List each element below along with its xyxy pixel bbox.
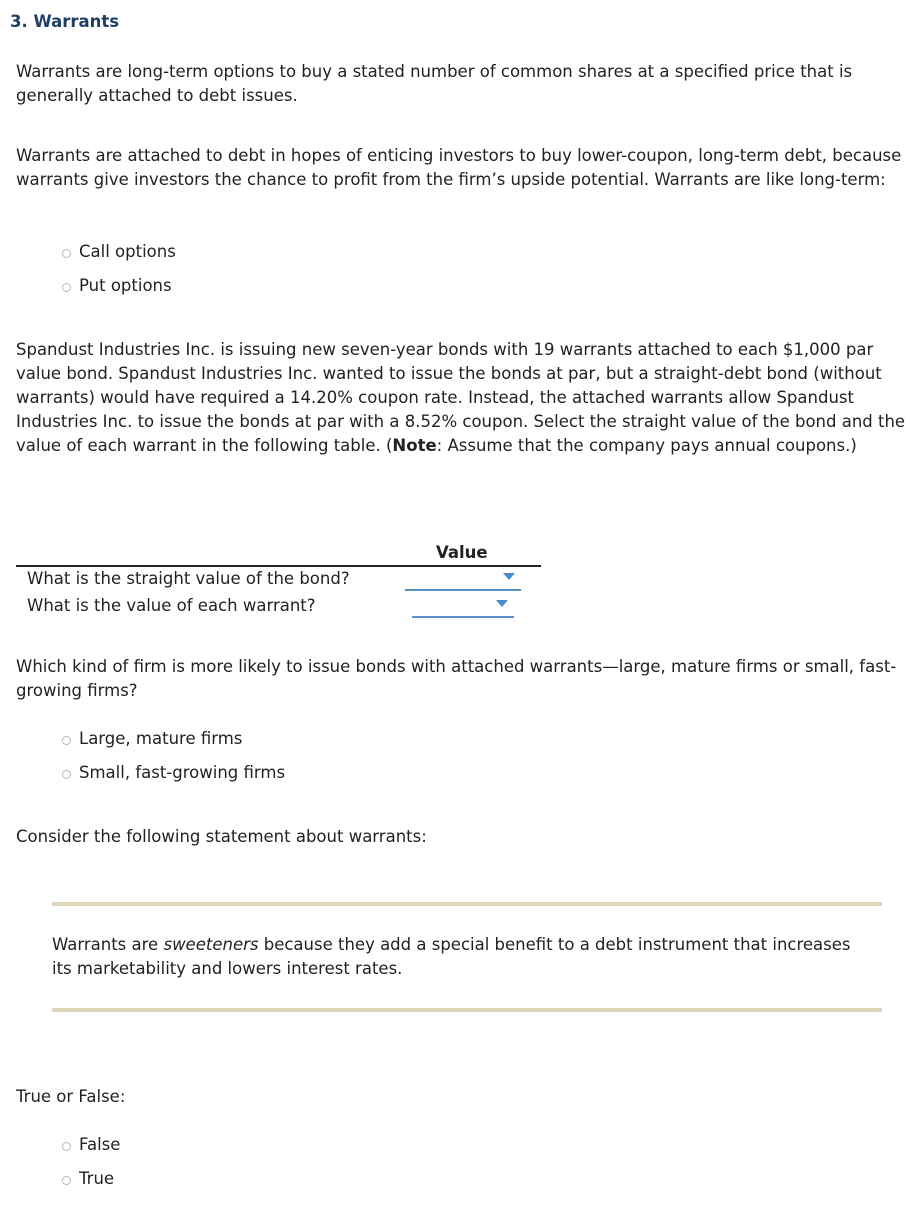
statement-emphasis: sweeteners xyxy=(163,935,259,954)
question4-intro: Consider the following statement about warrants: xyxy=(16,827,427,846)
radio-label: False xyxy=(79,1134,121,1154)
table-header-value: Value xyxy=(436,543,488,562)
row-label-straight-value: What is the straight value of the bond? xyxy=(27,569,350,588)
statement-after: because they add a special benefit to a debt instrument that increases its marketability and lowers interest rates. xyxy=(52,935,851,978)
chevron-down-icon xyxy=(496,600,508,607)
radio-label: Call options xyxy=(79,241,176,261)
note-label: Note xyxy=(392,436,437,455)
radio-option-small-fast-growing[interactable] xyxy=(62,760,285,784)
radio-label: True xyxy=(79,1168,115,1188)
true-false-prompt: True or False: xyxy=(16,1087,126,1106)
radio-button[interactable] xyxy=(62,1176,71,1185)
radio-label: Large, mature firms xyxy=(79,728,243,748)
radio-option-true[interactable] xyxy=(62,1166,114,1190)
radio-option-false[interactable] xyxy=(62,1132,120,1156)
intro-paragraph: Warrants are long-term options to buy a stated number of common shares at a specified price that is generally attached to debt issues. xyxy=(16,62,853,105)
radio-label: Small, fast-growing firms xyxy=(79,762,286,782)
radio-button[interactable] xyxy=(62,249,71,258)
radio-option-large-mature[interactable] xyxy=(62,726,242,750)
question2-text xyxy=(16,338,916,458)
statement-before: Warrants are xyxy=(52,935,164,954)
radio-button[interactable] xyxy=(62,283,71,292)
radio-option-put-options[interactable] xyxy=(62,273,172,297)
row-label-warrant-value: What is the value of each warrant? xyxy=(27,596,316,615)
question3-text: Which kind of firm is more likely to issue bonds with attached warrants—large, mature firms or small, fast-growing firms? xyxy=(16,657,897,700)
question2-text-part1: Spandust Industries Inc. is issuing new seven-year bonds with 19 warrants attached to each $1,000 par value bond. Spandust Industries Inc. wanted to issue the bonds at par, but a straight-debt bond (without warrants) would have required a 14.20% coupon rate. Instead, the attached warrants allow Spandust Industries Inc. to issue the bonds at par with a 8.52% coupon. Select the straight value of the bond and the value of each warrant in the following table. ( xyxy=(16,340,906,455)
chevron-down-icon xyxy=(503,573,515,580)
radio-button[interactable] xyxy=(62,770,71,779)
question2-text-part2: : Assume that the company pays annual coupons.) xyxy=(436,436,857,455)
radio-button[interactable] xyxy=(62,736,71,745)
straight-value-dropdown[interactable] xyxy=(405,567,521,591)
statement-bottom-rule xyxy=(52,1008,882,1012)
statement-top-rule xyxy=(52,902,882,906)
question1-text: Warrants are attached to debt in hopes of enticing investors to buy lower-coupon, long-term debt, because warrants give investors the chance to profit from the firm’s upside potential. Warrants are like long-term: xyxy=(16,146,902,189)
radio-label: Put options xyxy=(79,275,172,295)
radio-button[interactable] xyxy=(62,1142,71,1151)
warrant-statement xyxy=(52,933,872,981)
radio-option-call-options[interactable] xyxy=(62,239,176,263)
section-title: 3. Warrants xyxy=(10,12,120,31)
warrant-value-dropdown[interactable] xyxy=(412,594,514,618)
